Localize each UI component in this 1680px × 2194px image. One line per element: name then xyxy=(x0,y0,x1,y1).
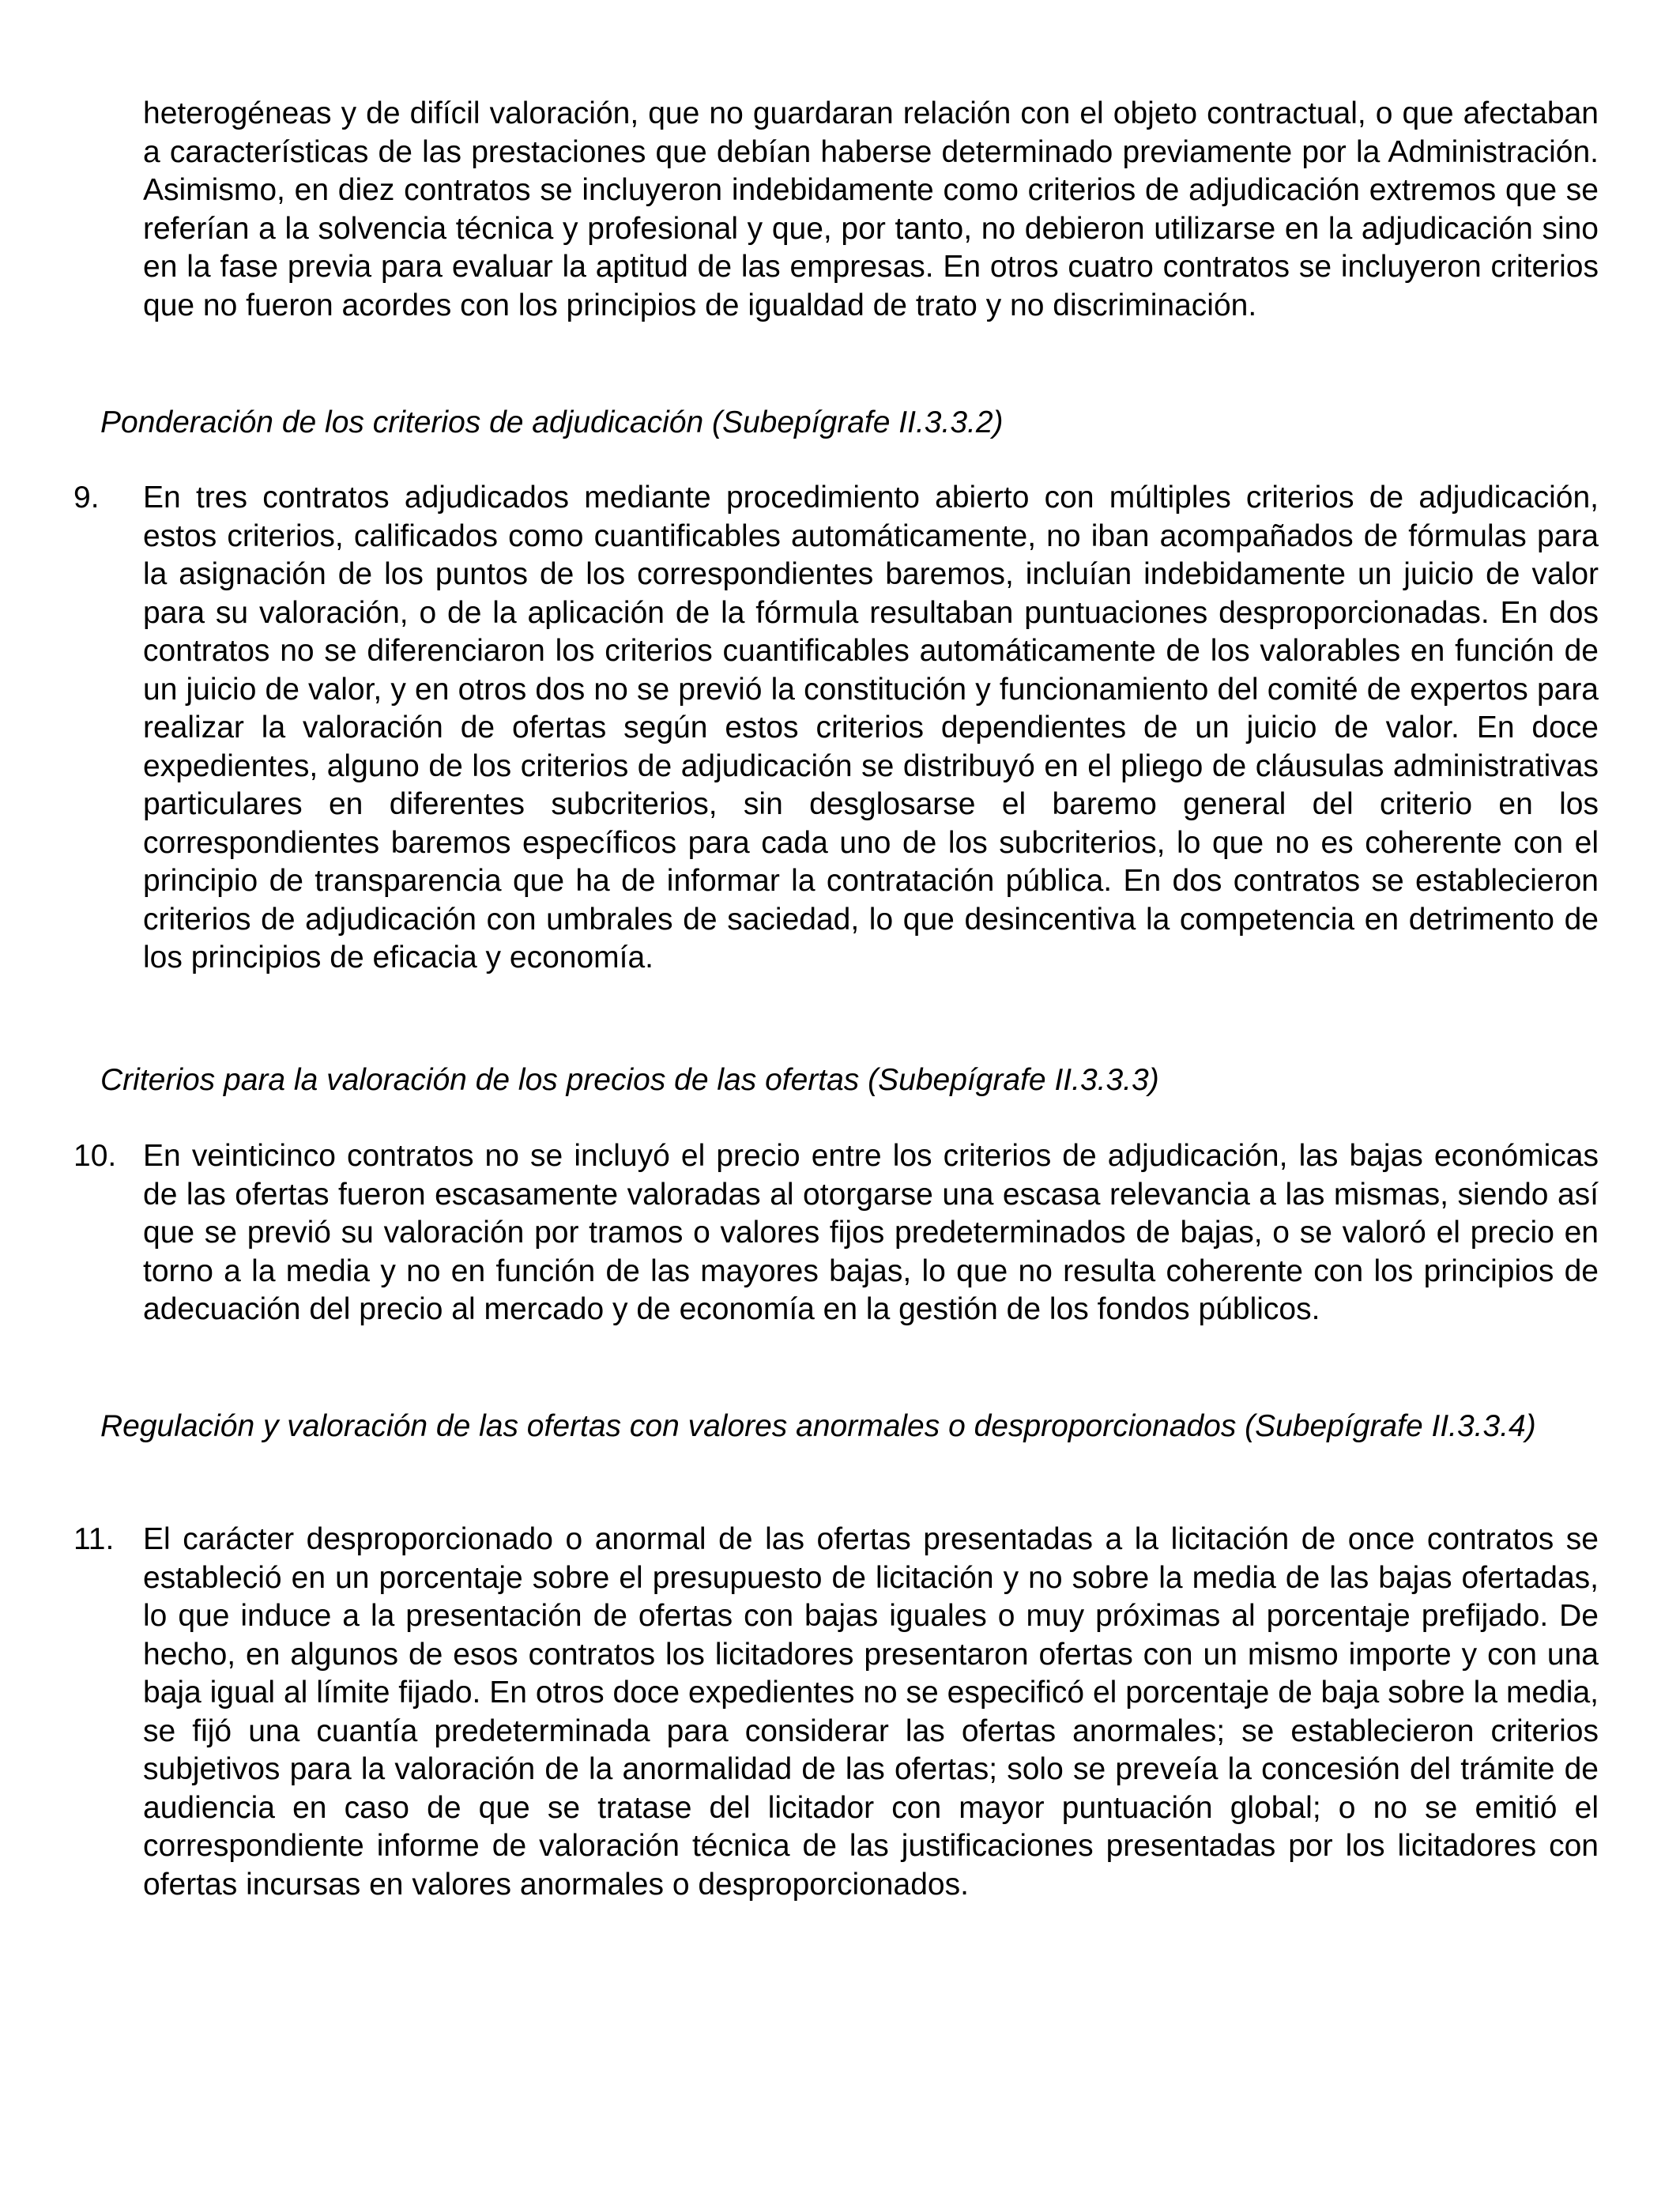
paragraph-number-11: 11. xyxy=(73,1522,115,1556)
continued-paragraph: heterogéneas y de difícil valoración, que no guardaran relación con el objeto contractual, o que afectaban a características de las prestaciones que debían haberse determinado previamente por la Administración. Asimismo, en diez contratos se incluyeron indebidamente como criterios de adjudicación extremos que se referían a la solvencia técnica y profesional y que, por tanto, no debieron utilizarse en la adjudicación sino en la fase previa para evaluar la aptitud de las empresas. En otros cuatro contratos se incluyeron criterios que no fueron acordes con los principios de igualdad de trato y no discriminación. xyxy=(143,96,1599,322)
section-heading-precios: Criterios para la valoración de los precios de las ofertas (Subepígrafe II.3.3.3) xyxy=(100,1063,1159,1097)
paragraph-9: En tres contratos adjudicados mediante procedimiento abierto con múltiples criterios de adjudicación, estos criterios, calificados como cuantificables automáticamente, no iban acompañados de fórmulas para la asignación de los puntos de los correspondientes baremos, incluían indebidamente un juicio de valor para su valoración, o de la aplicación de la fórmula resultaban puntuaciones desproporcionadas. En dos contratos no se diferenciaron los criterios cuantificables automáticamente de los valorables en función de un juicio de valor, y en otros dos no se previó la constitución y funcionamiento del comité de expertos para realizar la valoración de ofertas según estos criterios dependientes de un juicio de valor. En doce expedientes, alguno de los criterios de adjudicación se distribuyó en el pliego de cláusulas administrativas particulares en diferentes subcriterios, sin desglosarse el baremo general del criterio en los correspondientes baremos específicos para cada uno de los subcriterios, lo que no es coherente con el principio de transparencia que ha de informar la contratación pública. En dos contratos se establecieron criterios de adjudicación con umbrales de saciedad, lo que desincentiva la competencia en detrimento de los principios de eficacia y economía. xyxy=(143,481,1599,974)
paragraph-10: En veinticinco contratos no se incluyó el precio entre los criterios de adjudicación, las bajas económicas de las ofertas fueron escasamente valoradas al otorgarse una escasa relevancia a las mismas, siendo así que se previó su valoración por tramos o valores fijos predeterminados de bajas, o se valoró el precio en torno a la media y no en función de las mayores bajas, lo que no resulta coherente con los principios de adecuación del precio al mercado y de economía en la gestión de los fondos públicos. xyxy=(143,1139,1599,1326)
paragraph-number-10: 10. xyxy=(73,1139,117,1173)
section-heading-anormales: Regulación y valoración de las ofertas con valores anormales o desproporcionados (Subepígrafe II.3.3.4) xyxy=(100,1409,1536,1443)
section-heading-ponderacion: Ponderación de los criterios de adjudicación (Subepígrafe II.3.3.2) xyxy=(100,405,1004,439)
paragraph-11: El carácter desproporcionado o anormal de las ofertas presentadas a la licitación de once contratos se estableció en un porcentaje sobre el presupuesto de licitación y no sobre la media de las bajas ofertadas, lo que induce a la presentación de ofertas con bajas iguales o muy próximas al porcentaje prefijado. De hecho, en algunos de esos contratos los licitadores presentaron ofertas con un mismo importe y con una baja igual al límite fijado. En otros doce expedientes no se especificó el porcentaje de baja sobre la media, se fijó una cuantía predeterminada para considerar las ofertas anormales; se establecieron criterios subjetivos para la valoración de la anormalidad de las ofertas; solo se preveía la concesión del trámite de audiencia en caso de que se tratase del licitador con mayor puntuación global; o no se emitió el correspondiente informe de valoración técnica de las justificaciones presentadas por los licitadores con ofertas incursas en valores anormales o desproporcionados. xyxy=(143,1522,1599,1902)
paragraph-number-9: 9. xyxy=(73,481,100,515)
